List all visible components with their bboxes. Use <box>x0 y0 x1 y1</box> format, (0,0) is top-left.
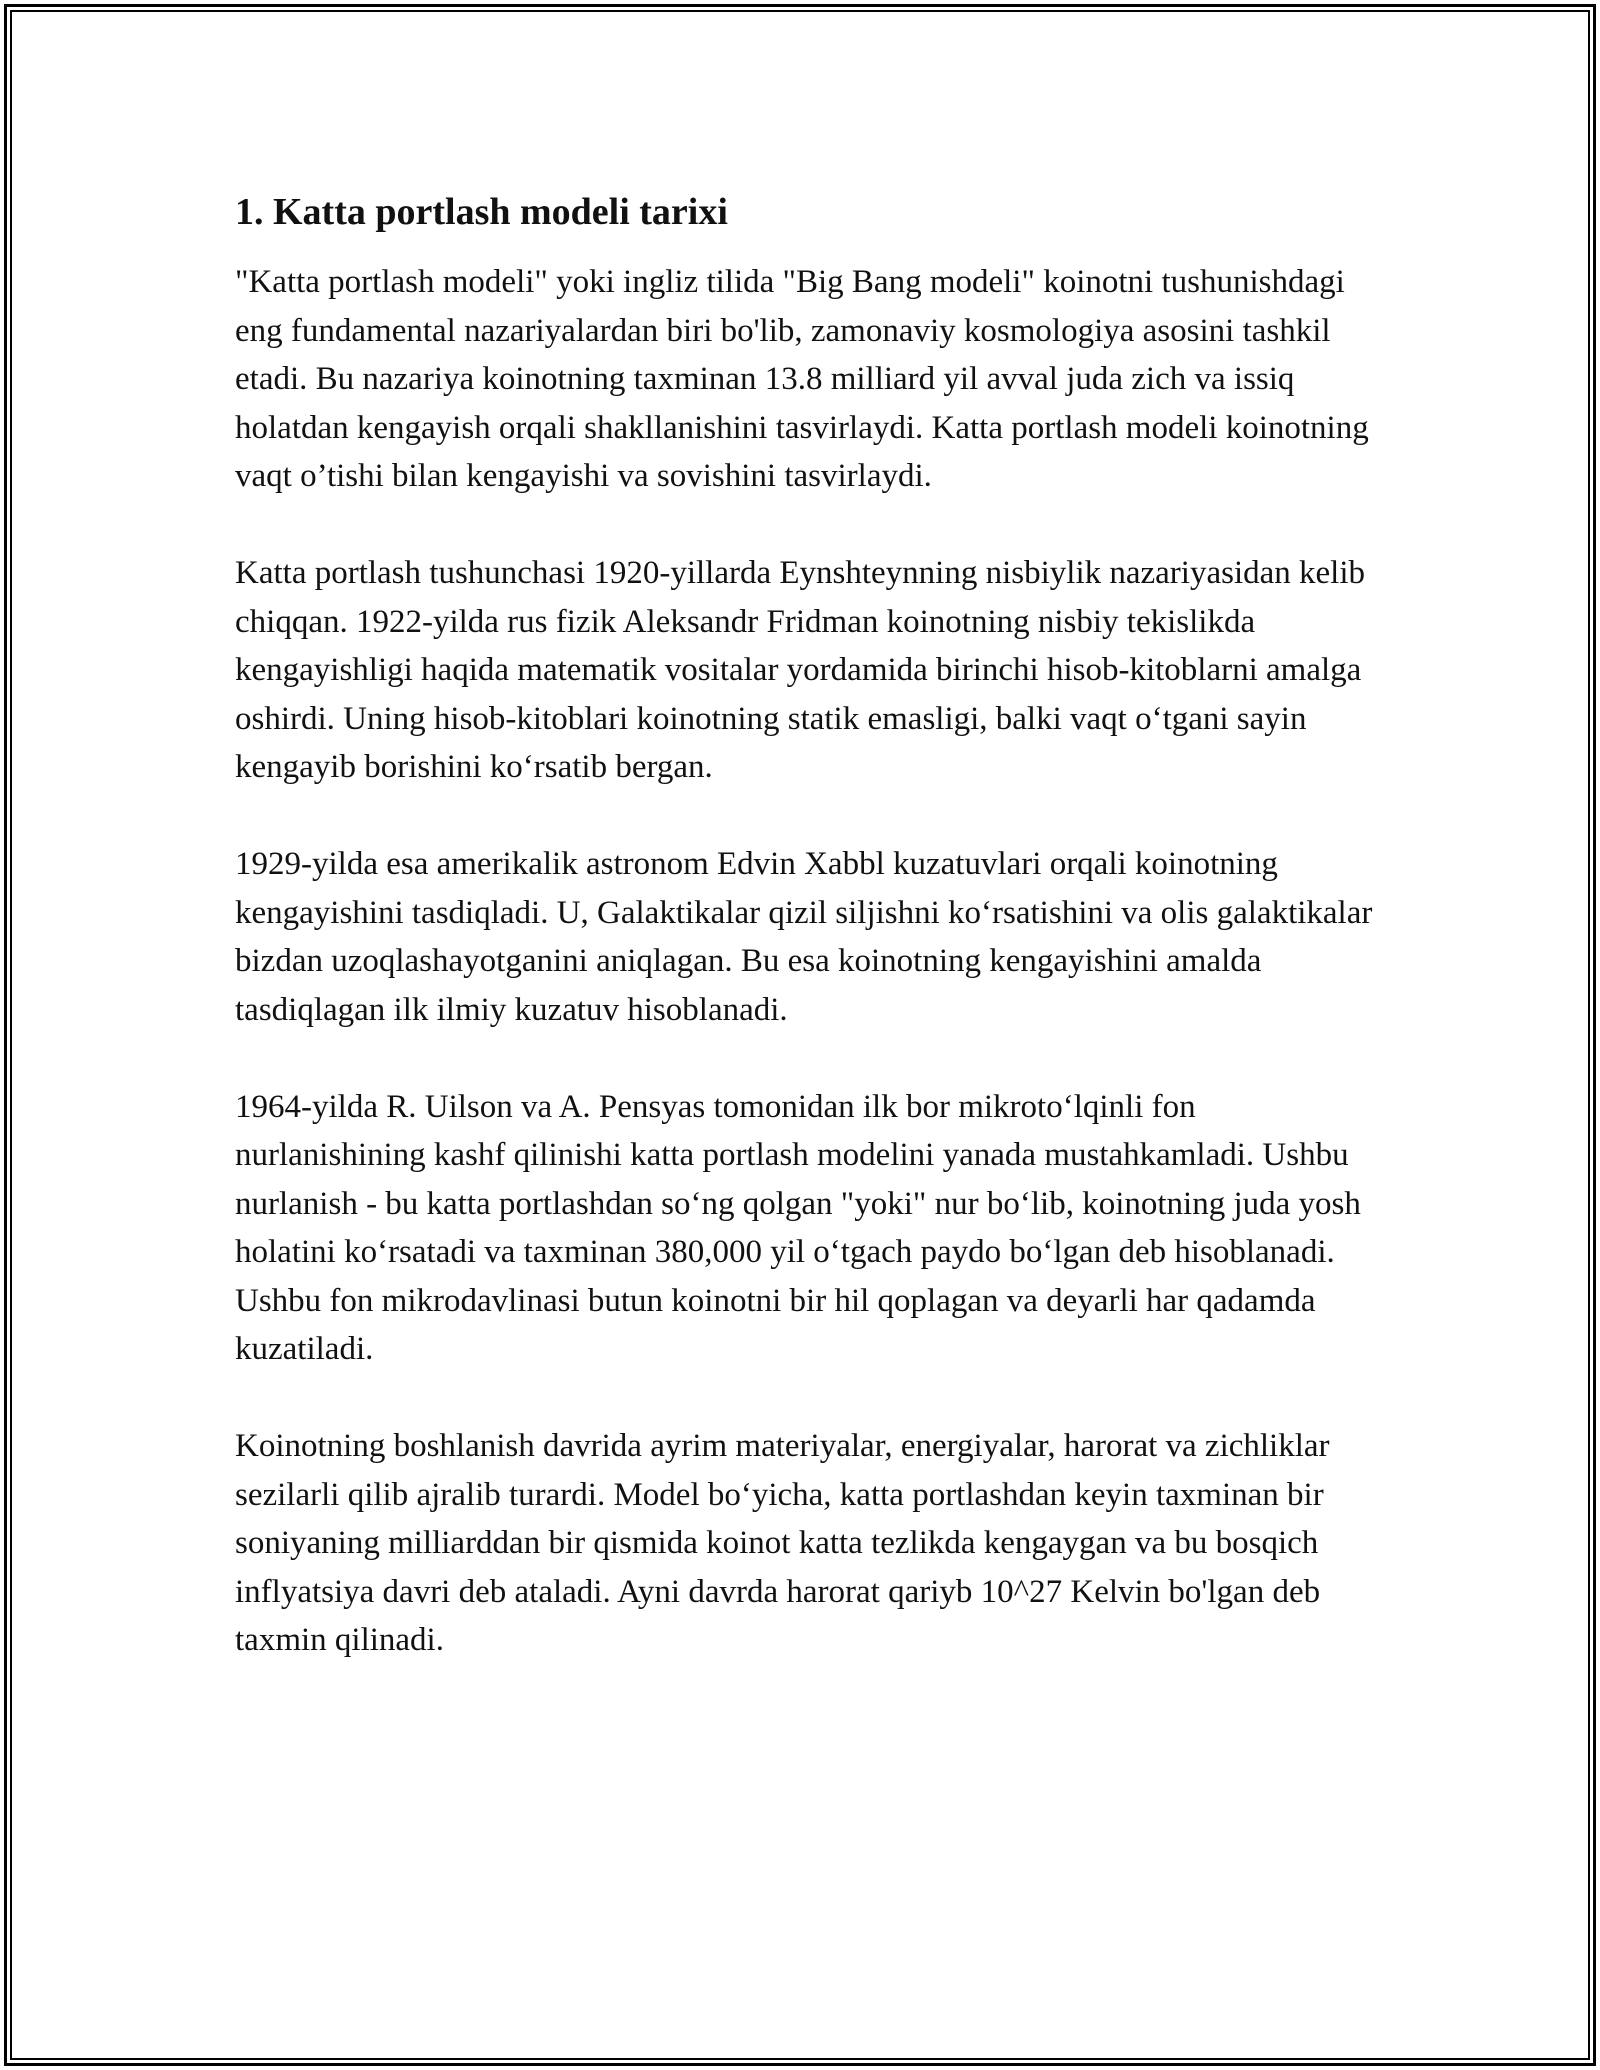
paragraph-cmb: 1964-yilda R. Uilson va A. Pensyas tomonidan ilk bor mikroto‘lqinli fon nurlanishining kashf qilinishi katta portlash modelini yanada mustahkamladi. Ushbu nurlanish - bu katta portlashdan so‘ng qolgan "yoki" nur bo‘lib, koinotning juda yosh holatini ko‘rsatadi va taxminan 380,000 yil o‘tgach paydo bo‘lgan deb hisoblanadi. Ushbu fon mikrodavlinasi butun koinotni bir hil qoplagan va deyarli har qadamda kuzatiladi. <box>235 1088 1361 1367</box>
section-heading: 1. Katta portlash modeli tarixi <box>235 191 728 233</box>
paragraph-inflation: Koinotning boshlanish davrida ayrim materiyalar, energiyalar, harorat va zichliklar sezilarli qilib ajralib turardi. Model bo‘yicha, katta portlashdan keyin taxminan bir soniyaning milliarddan bir qismida koinot katta tezlikda kengaygan va bu bosqich inflyatsiya davri deb ataladi. Ayni davrda harorat qariyb 10^27 Kelvin bo'lgan deb taxmin qilinadi. <box>235 1428 1330 1658</box>
document-body <box>235 186 1385 1713</box>
paragraph-hubble: 1929-yilda esa amerikalik astronom Edvin Xabbl kuzatuvlari orqali koinotning kengayishini tasdiqladi. U, Galaktikalar qizil siljishni ko‘rsatishini va olis galaktikalar bizdan uzoqlashayotganini aniqlagan. Bu esa koinotning kengayishini amalda tasdiqlagan ilk ilmiy kuzatuv hisoblanadi. <box>235 846 1373 1028</box>
paragraph-fridman: Katta portlash tushunchasi 1920-yillarda Eynshteynning nisbiylik nazariyasidan kelib chiqqan. 1922-yilda rus fizik Aleksandr Fridman koinotning nisbiy tekislikda kengayishligi haqida matematik vositalar yordamida birinchi hisob-kitoblarni amalga oshirdi. Uning hisob-kitoblari koinotning statik emasligi, balki vaqt o‘tgani sayin kengayib borishini ko‘rsatib bergan. <box>235 555 1366 785</box>
paragraph-big-bang-intro: "Katta portlash modeli" yoki ingliz tilida "Big Bang modeli" koinotni tushunishdagi eng fundamental nazariyalardan biri bo'lib, zamonaviy kosmologiya asosini tashkil etadi. Bu nazariya koinotning taxminan 13.8 milliard yil avval juda zich va issiq holatdan kengayish orqali shakllanishini tasvirlaydi. Katta portlash modeli koinotning vaqt o’tishi bilan kengayishi va sovishini tasvirlaydi. <box>235 264 1369 494</box>
